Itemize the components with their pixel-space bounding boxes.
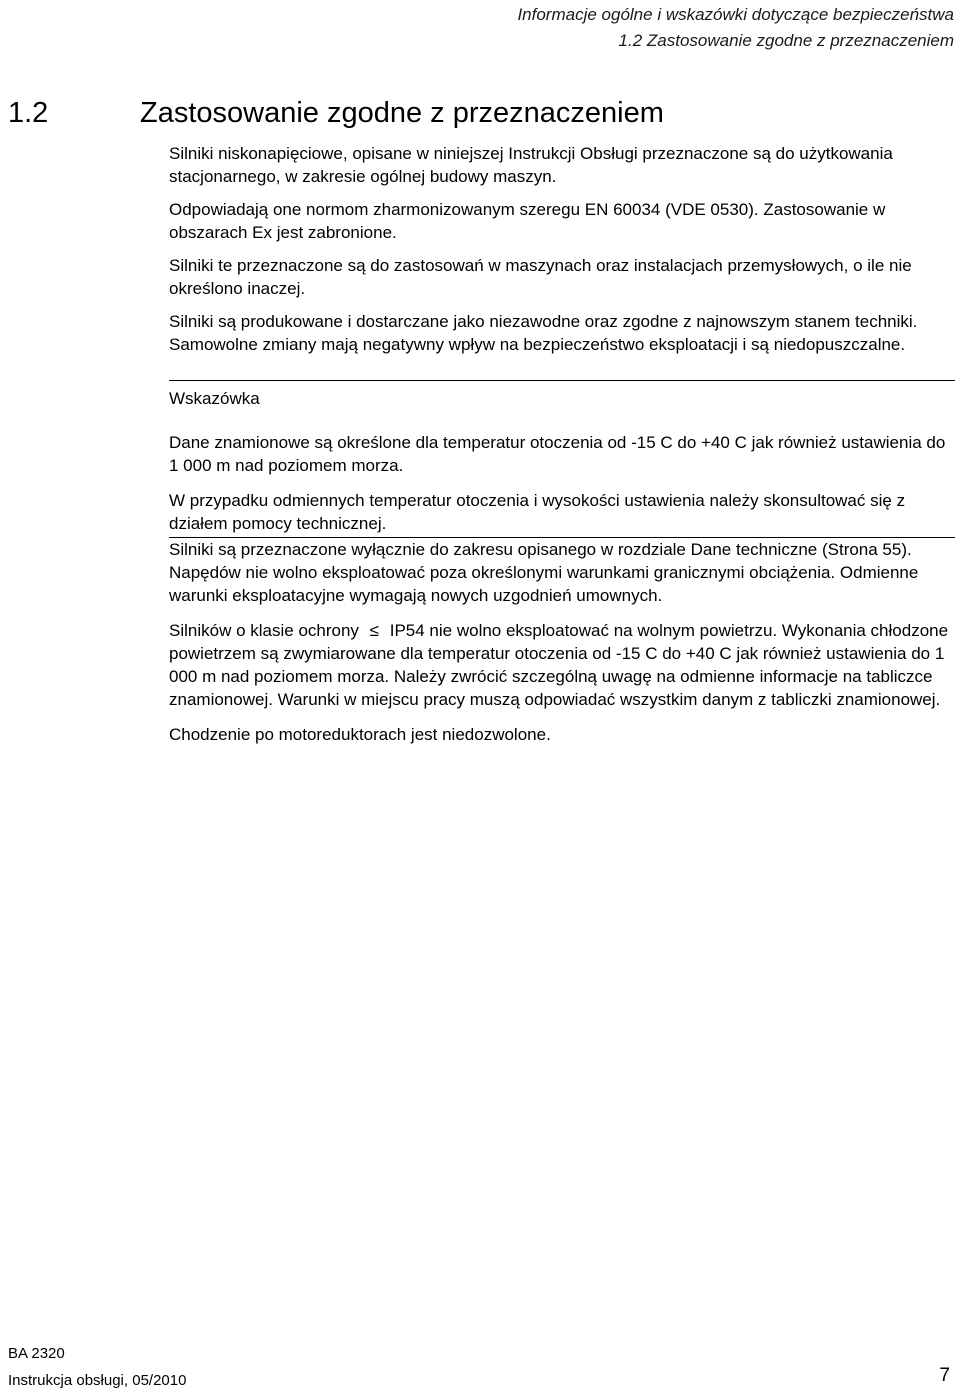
note-title: Wskazówka (169, 389, 260, 408)
section-title: Zastosowanie zgodne z przeznaczeniem (140, 97, 664, 129)
page-number: 7 (939, 1365, 950, 1386)
footer-doc-edition: Instrukcja obsługi, 05/2010 (8, 1372, 187, 1389)
running-header (517, 2, 954, 54)
note-box (169, 380, 955, 538)
footer-document-info (8, 1340, 186, 1394)
protection-class-text-start: Silników o klasie ochrony (169, 621, 359, 640)
section-heading (8, 95, 664, 131)
paragraph-protection-class (169, 619, 954, 711)
paragraph-state-of-art: Silniki są produkowane i dostarczane jako niezawodne oraz zgodne z najnowszym stanem techniki. Samowolne zmiany mają negatywny wpływ na bezpieczeństwo eksploatacji i są niedopuszczalne. (169, 312, 918, 354)
paragraph-no-walking: Chodzenie po motoreduktorach jest niedozwolone. (169, 725, 551, 744)
protection-class-text-end: IP54 nie wolno eksploatować na wolnym powietrzu. Wykonania chłodzone powietrzem są zwymiarowane dla temperatur otoczenia od -15 C do +40 C jak również ustawienia do 1 000 m nad poziomem morza. Należy zwrócić szczególną uwagę na odmienne informacje na tabliczce znamionowej. Warunki w miejscu pracy muszą odpowiadać wszystkim danym z tabliczki znamionowej. (169, 621, 949, 709)
section-number: 1.2 (8, 97, 49, 129)
paragraph-industrial-use: Silniki te przeznaczone są do zastosowań w maszynach oraz instalacjach przemysłowych, o ile nie określono inaczej. (169, 256, 912, 298)
paragraph-intended-range: Silniki są przeznaczone wyłącznie do zakresu opisanego w rozdziale Dane techniczne (Strona 55). Napędów nie wolno eksploatować poza określonymi warunkami granicznymi obciążenia. Odmienne warunki eksploatacyjne wymagają nowych uzgodnień umownych. (169, 540, 919, 605)
note-paragraph-consult: W przypadku odmiennych temperatur otoczenia i wysokości ustawienia należy skonsultować się z działem pomocy technicznej. (169, 491, 906, 533)
paragraph-stationary-use: Silniki niskonapięciowe, opisane w niniejszej Instrukcji Obsługi przeznaczone są do użytkowania stacjonarnego, w zakresie ogólnej budowy maszyn. (169, 144, 893, 186)
running-header-section: 1.2 Zastosowanie zgodne z przeznaczeniem (618, 31, 954, 50)
footer-doc-code: BA 2320 (8, 1345, 65, 1362)
paragraph-standards: Odpowiadają one normom zharmonizowanym szeregu EN 60034 (VDE 0530). Zastosowanie w obszarach Ex jest zabronione. (169, 200, 886, 242)
note-paragraph-rated-data: Dane znamionowe są określone dla temperatur otoczenia od -15 C do +40 C jak również ustawienia do 1 000 m nad poziomem morza. (169, 433, 946, 475)
body-content (169, 142, 959, 758)
running-header-chapter: Informacje ogólne i wskazówki dotyczące bezpieczeństwa (517, 5, 954, 24)
less-equal-symbol: ≤ (369, 621, 379, 640)
